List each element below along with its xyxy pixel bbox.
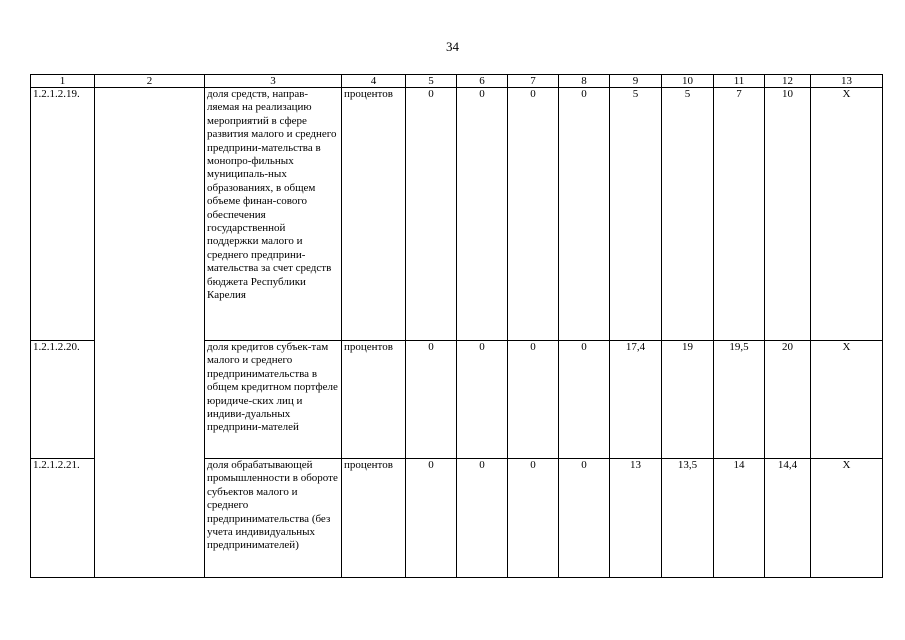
header-cell: 1 — [31, 75, 95, 88]
row-value: 0 — [406, 459, 457, 578]
row-code: 1.2.1.2.21. — [31, 459, 95, 578]
page-number: 34 — [446, 39, 459, 54]
row-value: 14 — [714, 459, 765, 578]
merged-empty-cell — [95, 88, 205, 578]
row-value: 19,5 — [714, 341, 765, 459]
row-value: 19 — [662, 341, 714, 459]
row-description: доля средств, направ-ляемая на реализацию мероприятий в сфере развития малого и среднего предприни-мательства в монопро-фильных муниципаль-ных образованиях, в общем объеме финан-сового обеспечения государственной поддержки малого и среднего предприни-мательства за счет средств бюджета Республики Карелия — [205, 88, 342, 341]
header-cell: 5 — [406, 75, 457, 88]
row-value: 0 — [559, 88, 610, 341]
row-code: 1.2.1.2.19. — [31, 88, 95, 341]
header-cell: 6 — [457, 75, 508, 88]
row-value: 0 — [457, 459, 508, 578]
row-value: 0 — [508, 459, 559, 578]
row-value: 7 — [714, 88, 765, 341]
row-description: доля кредитов субъек-там малого и среднего предпринимательства в общем кредитном портфеле юридиче-ских лиц и индиви-дуальных предприни-мателей — [205, 341, 342, 459]
header-cell: 10 — [662, 75, 714, 88]
row-value: Х — [811, 459, 883, 578]
row-value: 13 — [610, 459, 662, 578]
row-value: 17,4 — [610, 341, 662, 459]
header-cell: 9 — [610, 75, 662, 88]
header-cell: 13 — [811, 75, 883, 88]
indicators-table — [30, 74, 883, 578]
row-value: 0 — [508, 88, 559, 341]
row-value: 10 — [765, 88, 811, 341]
table-row — [31, 88, 883, 341]
header-cell: 2 — [95, 75, 205, 88]
row-code: 1.2.1.2.20. — [31, 341, 95, 459]
header-row — [31, 75, 883, 88]
row-value: 0 — [457, 88, 508, 341]
header-cell: 12 — [765, 75, 811, 88]
header-cell: 3 — [205, 75, 342, 88]
row-value: 5 — [662, 88, 714, 341]
header-cell: 8 — [559, 75, 610, 88]
row-value: 20 — [765, 341, 811, 459]
header-cell: 11 — [714, 75, 765, 88]
row-unit: процентов — [342, 341, 406, 459]
row-value: 13,5 — [662, 459, 714, 578]
row-value: Х — [811, 88, 883, 341]
header-cell: 7 — [508, 75, 559, 88]
row-value: 0 — [406, 341, 457, 459]
row-value: 0 — [508, 341, 559, 459]
row-unit: процентов — [342, 459, 406, 578]
row-value: 0 — [457, 341, 508, 459]
row-value: Х — [811, 341, 883, 459]
row-value: 0 — [559, 341, 610, 459]
row-value: 0 — [406, 88, 457, 341]
row-value: 0 — [559, 459, 610, 578]
row-value: 5 — [610, 88, 662, 341]
header-cell: 4 — [342, 75, 406, 88]
row-description: доля обрабатывающей промышленности в обороте субъектов малого и среднего предпринимательства (без учета индивидуальных предпринимателей) — [205, 459, 342, 578]
row-unit: процентов — [342, 88, 406, 341]
row-value: 14,4 — [765, 459, 811, 578]
